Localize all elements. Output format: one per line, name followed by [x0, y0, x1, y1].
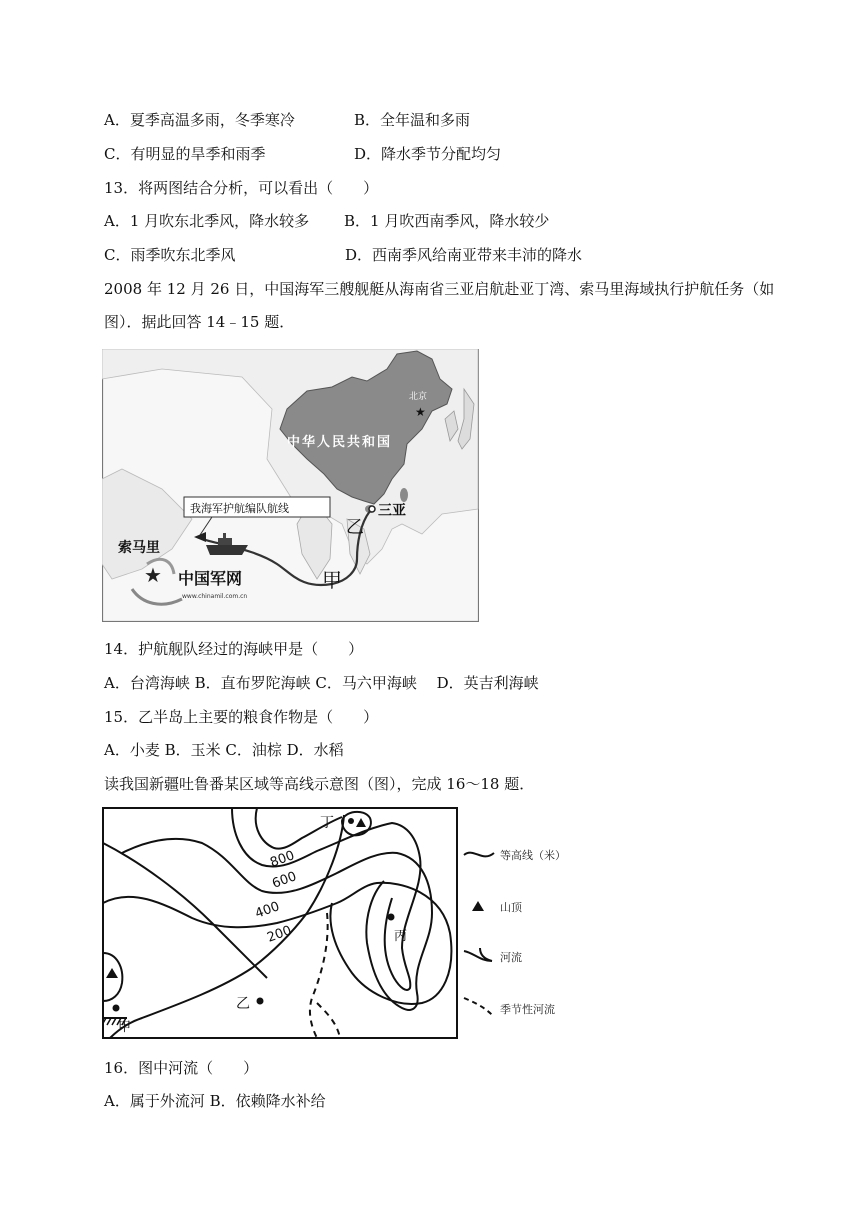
q14-options: A．台湾海峡 B．直布罗陀海峡 C．马六甲海峡 D．英吉利海峡: [104, 674, 539, 692]
sanya-label: 三亚: [378, 503, 406, 519]
contour-label-600: 600: [270, 869, 299, 892]
route-label: 我海军护航编队航线: [190, 502, 289, 515]
chinamil-url: www.chinamil.com.cn: [182, 593, 248, 600]
q13-stem: 13．将两图结合分析，可以看出（ ）: [104, 179, 379, 197]
q16-options: A．属于外流河 B．依赖降水补给: [104, 1092, 326, 1110]
q12-option-d: D．降水季节分配均匀: [354, 145, 502, 163]
legend-river: 河流: [500, 951, 522, 964]
q12-option-c: C．有明显的旱季和雨季: [104, 145, 266, 163]
jia-strait-label: 甲: [322, 568, 342, 592]
legend-contour: 等高线（米）: [500, 849, 566, 862]
bing-label: 丙: [394, 929, 408, 944]
seasonal-river-icon: [464, 998, 494, 1017]
q16-stem: 16．图中河流（ ）: [104, 1059, 259, 1077]
contour-line-icon: [464, 853, 494, 857]
contour-map: [102, 803, 570, 1045]
q12-option-a: A．夏季高温多雨，冬季寒冷: [104, 111, 295, 129]
q13-option-d: D．西南季风给南亚带来丰沛的降水: [345, 246, 583, 264]
q13-option-b: B．1 月吹西南季风，降水较少: [344, 212, 550, 230]
logo-star-icon: ★: [144, 563, 162, 587]
peak-triangle-icon: [472, 901, 484, 911]
legend: [464, 848, 566, 1017]
beijing-star-icon: ★: [415, 405, 426, 419]
q14-stem: 14．护航舰队经过的海峡甲是（ ）: [104, 640, 364, 658]
legend-peak: 山顶: [500, 901, 522, 914]
jia-point-label: 甲: [118, 1020, 132, 1035]
q13-option-a: A．1 月吹东北季风，降水较多: [104, 212, 310, 230]
chinamil-watermark: 中国军网: [178, 569, 243, 588]
legend-seasonal-river: 季节性河流: [500, 1003, 555, 1016]
q15-options: A．小麦 B．玉米 C．油棕 D．水稻: [104, 741, 344, 759]
yi-peninsula-label: 乙: [346, 517, 364, 538]
river-icon: [464, 948, 492, 961]
beijing-label: 北京: [409, 392, 428, 402]
yi-point-label: 乙: [236, 996, 250, 1012]
somalia-label: 索马里: [118, 540, 160, 556]
contour-label-200: 200: [265, 923, 294, 946]
contour-label-400: 400: [253, 899, 282, 922]
china-label: 中华人民共和国: [287, 435, 393, 450]
intro-16-18: 读我国新疆吐鲁番某区域等高线示意图（图），完成 16～18 题．: [104, 775, 535, 793]
contour-label-800: 800: [268, 848, 297, 871]
q12-option-b: B．全年温和多雨: [354, 111, 471, 129]
intro-14-15-line1: 2008 年 12 月 26 日，中国海军三艘舰艇从海南省三亚启航赴亚丁湾、索马里海域执行护航任务（如: [104, 280, 775, 298]
intro-14-15-line2: 图）．据此回答 14﹣15 题．: [104, 313, 295, 331]
ding-label: 丁: [320, 815, 334, 831]
escort-route-map: [102, 349, 479, 622]
q13-option-c: C．雨季吹东北季风: [104, 246, 236, 264]
q15-stem: 15．乙半岛上主要的粮食作物是（ ）: [104, 708, 379, 726]
